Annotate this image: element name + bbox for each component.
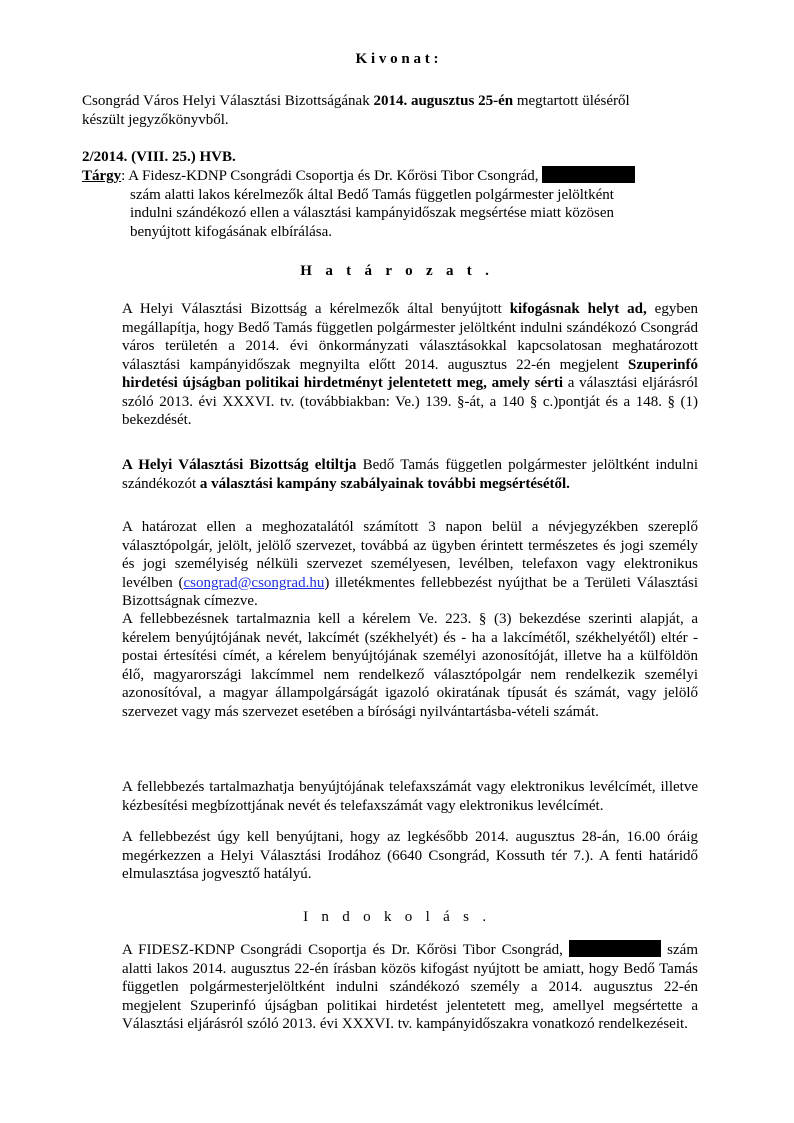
resolution-paragraph-5: A fellebbezés tartalmazhatja benyújtójának telefaxszámát vagy elektronikus levélcímét, illetve kézbesítési megbízottjának nevét és telefaxszámát vagy elektronikus levélcímét.	[122, 779, 698, 814]
resolution-paragraph-1	[122, 300, 698, 430]
subject-line4: benyújtott kifogásának elbírálása.	[130, 223, 333, 240]
p3-text-a: A határozat ellen a meghozatalától számított 3 napon belül a névjegyzékben szereplő választópolgár, jelölt, jelölő szervezet, továbbá az ügyben érintett természetes és jogi személy és jogi személyiség nélküli szervezet személyesen, levélben, telefaxon vagy elektronikus levélben (	[122, 519, 698, 591]
subject-colon: :	[121, 168, 126, 184]
reasoning-text-line1: A FIDESZ-KDNP Csongrádi Csoportja és Dr. Kőrösi Tibor Csongrád,	[122, 942, 570, 958]
redaction-bar	[542, 166, 635, 183]
redaction-bar	[569, 940, 661, 957]
resolution-paragraph-6: A fellebbezést úgy kell benyújtani, hogy az legkésőbb 2014. augusztus 28-án, 16.00 óráig megérkezzen a Helyi Választási Irodához (6640 Csongrád, Kossuth tér 7.). A fenti határidő elmulasztása jogvesztő hatályú.	[122, 829, 698, 882]
resolution-paragraph-4: A fellebbezésnek tartalmaznia kell a kérelem Ve. 223. § (3) bekezdése szerinti alapját, a kérelem benyújtójának nevét, lakcímét (székhelyét) és - ha a lakcímétől, székhelyétől) eltér - postai értesítési címét, a kérelem benyújtójának személyi azonosítóját, illetve ha a külföldön élő, magyarországi lakcímmel nem rendelkező választópolgár nem rendelkezik személyi azonosítóval, a magyar állampolgárságát igazoló okiratának típusát és számát, vagy jelölő szervezet vagy más szervezet esetében a bírósági nyilvántartásba-vételi számát.	[122, 611, 698, 720]
reasoning-heading: I n d o k o l á s .	[303, 909, 491, 925]
subject-line2: szám alatti lakos kérelmezők által Bedő Tamás független polgármester jelöltként	[130, 186, 614, 203]
resolution-paragraph-2	[122, 456, 698, 493]
reasoning-paragraph	[122, 940, 698, 1034]
resolution-heading: H a t á r o z a t .	[300, 263, 494, 279]
intro-text-post: megtartott üléséről	[513, 93, 630, 109]
subject-line1: A Fidesz-KDNP Csongrádi Csoportja és Dr. Kőrösi Tibor Csongrád,	[125, 168, 543, 184]
email-link[interactable]: csongrad@csongrad.hu	[183, 574, 325, 591]
case-number: 2/2014. (VIII. 25.) HVB.	[82, 149, 236, 165]
p1-text-a: A Helyi Választási Bizottság a kérelmezők által benyújtott	[122, 301, 510, 317]
p1-text-d: Szuperinfó hirdetési újságban politikai hirdetményt jelentetett meg, amely sérti	[122, 356, 698, 391]
meeting-date: 2014. augusztus 25-én	[373, 93, 514, 109]
p2-text-c: a választási kampány szabályainak további megsértésétől.	[199, 475, 570, 492]
p2-text-a: A Helyi Választási Bizottság eltiltja	[122, 457, 357, 473]
reasoning-text-rest: szám alatti lakos 2014. augusztus 22-én írásban közös kifogást nyújtott be amiatt, hogy Bedő Tamás független polgármesterjelöltként indulni szándékozó személy a 2014. augusztus 22-én megjelent Szuperinfó újságban politikai hirdetést jelentetett meg, amellyel megsértette a Választási eljárásról szóló 2013. évi XXXVI. tv. kampányidőszakra vonatkozó rendelkezéseit.	[122, 942, 698, 1032]
document-title: K i v o n a t :	[355, 51, 439, 67]
subject-label: Tárgy	[82, 168, 122, 184]
p2-text-b: Bedő Tamás független polgármester jelöltként indulni szándékozót	[122, 457, 698, 492]
subject-block	[82, 166, 722, 241]
intro-paragraph	[82, 92, 722, 129]
p1-text-b: kifogásnak helyt ad,	[509, 301, 647, 317]
p3-text-b: ) illetékmentes fellebbezést nyújthat be a Területi Választási Bizottságnak címezve.	[122, 574, 698, 609]
p1-text-e: a választási eljárásról szóló 2013. évi XXXVI. tv. (továbbiakban: Ve.) 139. §-át, a 140 § c.)pontját és a 148. § (1) bekezdését.	[122, 375, 698, 428]
resolution-paragraph-3	[122, 518, 698, 611]
intro-text-pre: Csongrád Város Helyi Választási Bizottságának	[82, 93, 374, 109]
subject-line3: indulni szándékozó ellen a választási kampányidőszak megsértése miatt közösen	[130, 205, 615, 221]
intro-text-line2: készült jegyzőkönyvből.	[82, 111, 229, 128]
p1-text-c: egyben megállapítja, hogy Bedő Tamás független polgármester jelöltként indulni szándékozó Csongrád város területén a 2014. évi önkormányzati választásokkal kapcsolatosan meghatározott választási kampányidőszak megnyilta előtt 2014. augusztus 22-én megjelent	[122, 301, 698, 373]
